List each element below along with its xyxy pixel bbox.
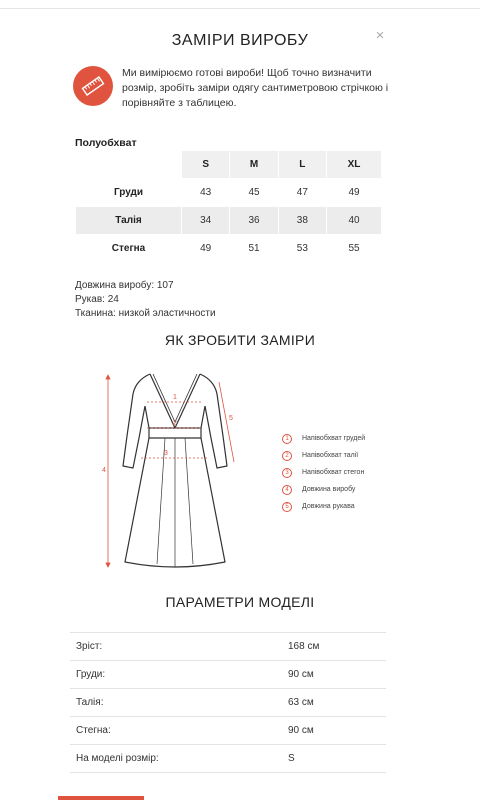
list-item [282,447,365,464]
table-cell: 36 [230,207,278,235]
diagram-marker-4: 4 [102,467,106,474]
param-value: 90 см [288,661,386,689]
modal-title: ЗАМІРИ ВИРОБУ [171,32,309,49]
param-value: S [288,745,386,773]
size-table-label: Полуобхват [75,137,137,149]
diagram-marker-1: 1 [173,394,177,401]
close-icon[interactable]: × [375,27,385,44]
table-row [70,689,386,717]
row-label-hips: Стегна [76,235,182,263]
table-cell: 49 [327,179,382,207]
legend-label: Напівобхват грудей [302,435,366,442]
param-value: 63 см [288,689,386,717]
top-divider [0,8,480,9]
product-fabric: Тканина: низкой эластичности [75,308,216,319]
list-item [282,464,365,481]
intro-text: Ми вимірюємо готові вироби! Щоб точно визначити розмір, зробіть заміри одягу сантиметровою стрічкою і порівняйте з таблицею. [122,67,389,109]
size-table [75,150,382,263]
table-cell: 45 [230,179,278,207]
size-header-m: M [230,151,278,179]
legend-label: Напівобхват талії [302,452,359,459]
product-info [75,279,216,321]
bottom-accent-strip [58,796,144,800]
size-header-xl: XL [327,151,382,179]
legend-label: Напівобхват стегон [302,469,365,476]
size-header-l: L [278,151,326,179]
param-label: Груди: [70,661,288,689]
size-table-corner [76,151,182,179]
legend-label: Довжина рукава [302,503,355,510]
product-length: Довжина виробу: 107 [75,280,174,291]
table-row [76,235,382,263]
row-label-waist: Талія [76,207,182,235]
legend-number: 4 [282,485,292,495]
row-label-chest: Груди [76,179,182,207]
table-cell: 43 [182,179,230,207]
table-cell: 47 [278,179,326,207]
size-header-s: S [182,151,230,179]
table-cell: 49 [182,235,230,263]
table-cell: 53 [278,235,326,263]
param-label: Зріст: [70,633,288,661]
diagram-marker-2: 2 [173,420,177,427]
how-to-title: ЯК ЗРОБИТИ ЗАМІРИ [164,332,316,348]
model-params-title: ПАРАМЕТРИ МОДЕЛІ [165,594,315,610]
legend-number: 2 [282,451,292,461]
product-sleeve: Рукав: 24 [75,294,119,305]
table-row [70,745,386,773]
model-params-table [70,632,386,773]
dress-measurement-diagram [95,366,255,578]
list-item [282,430,365,447]
table-cell: 55 [327,235,382,263]
table-row [76,207,382,235]
table-row [76,179,382,207]
list-item [282,481,365,498]
table-row [70,717,386,745]
param-label: На моделі розмір: [70,745,288,773]
ruler-icon [73,66,113,106]
diagram-marker-5: 5 [229,415,233,422]
legend-label: Довжина виробу [302,486,356,493]
legend-number: 1 [282,434,292,444]
table-cell: 34 [182,207,230,235]
diagram-marker-3: 3 [164,450,168,457]
table-row [70,633,386,661]
table-cell: 40 [327,207,382,235]
param-label: Стегна: [70,717,288,745]
param-label: Талія: [70,689,288,717]
param-value: 168 см [288,633,386,661]
measurement-legend [282,430,365,515]
param-value: 90 см [288,717,386,745]
legend-number: 3 [282,468,292,478]
table-row [70,661,386,689]
table-cell: 38 [278,207,326,235]
table-cell: 51 [230,235,278,263]
legend-number: 5 [282,502,292,512]
list-item [282,498,365,515]
